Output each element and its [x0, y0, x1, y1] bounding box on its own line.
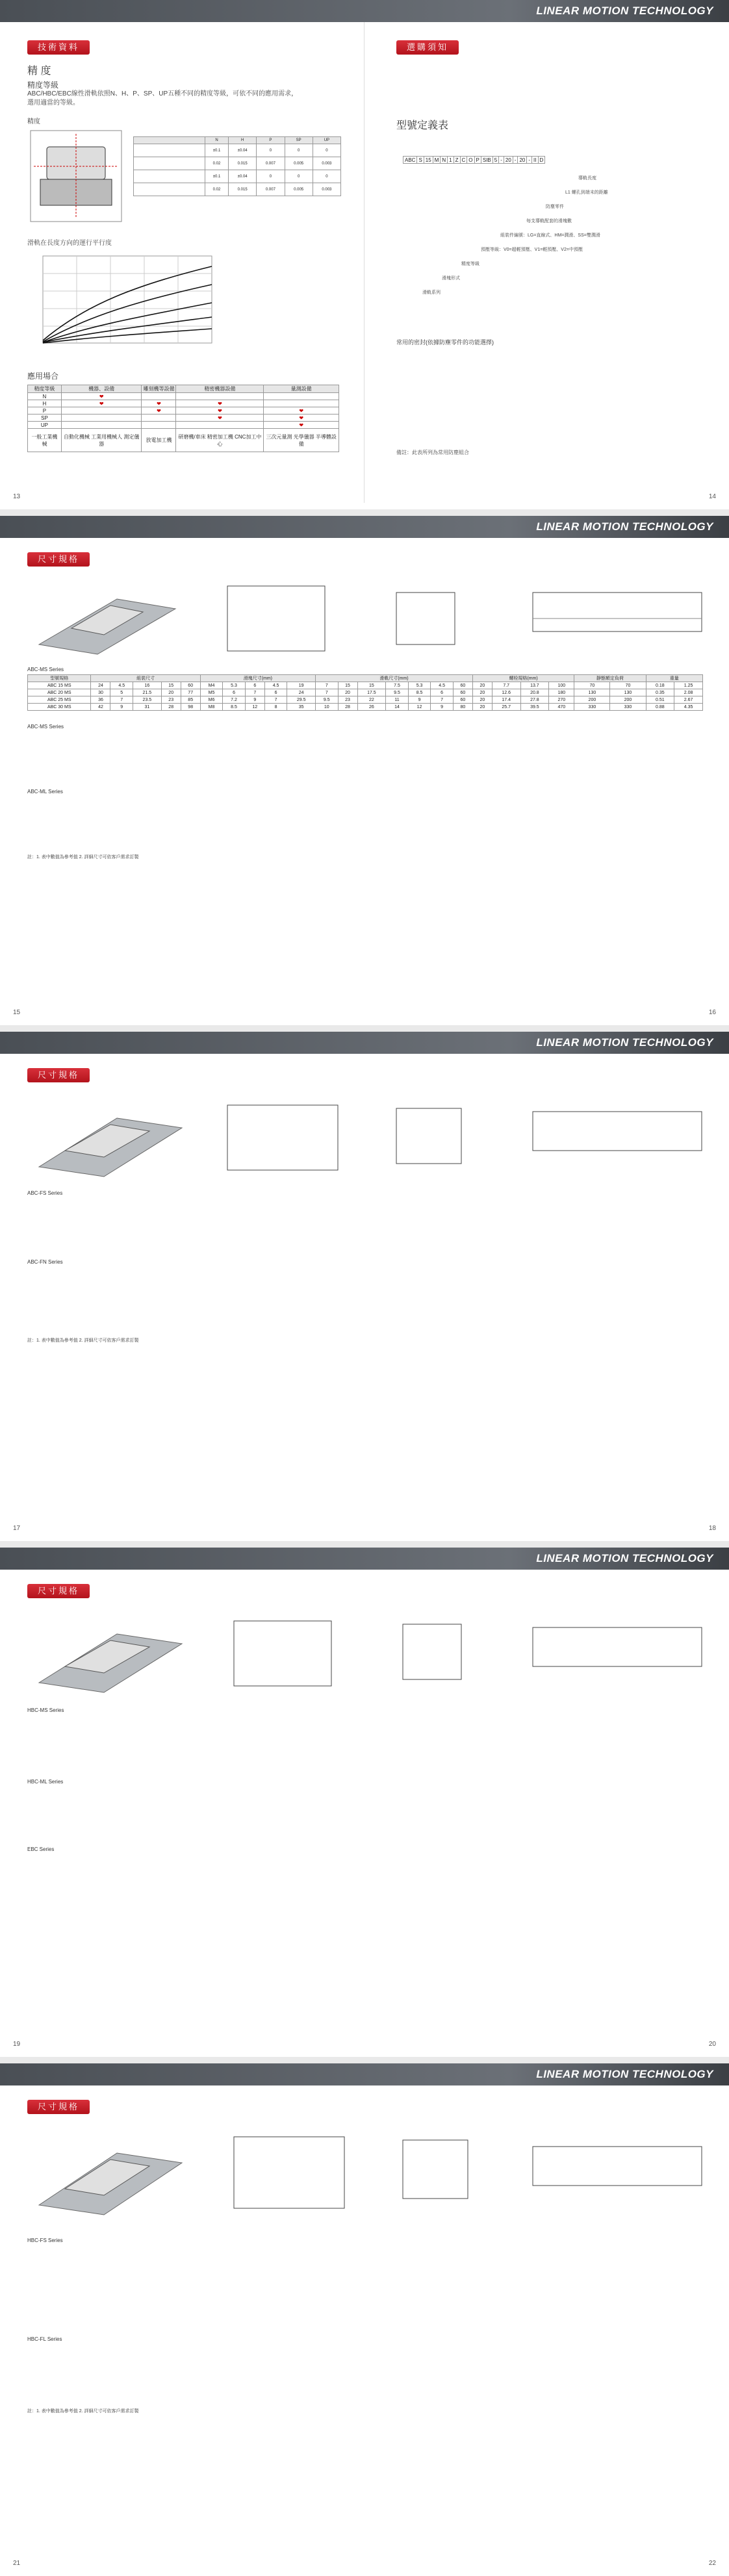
series-label: HBC-ML Series [27, 1779, 64, 1785]
section-pill-order: 選購須知 [396, 40, 459, 55]
usage-check: ❤ [264, 422, 339, 429]
table-head: 滑軌尺寸(mm) [316, 675, 473, 682]
banner-bar [0, 1548, 729, 1570]
grade-text-line1: ABC/HBC/EBC線性滑軌依照N、H、P、SP、UP五種不同的精度等級，可依不同的應用需求， [27, 90, 298, 97]
precision-chart-title: 精度 [27, 118, 40, 125]
table-note: 註：1. 表中數值為參考值 2. 詳細尺寸可依客戶需求訂製 [27, 2409, 139, 2414]
table-row: ABC 20 MS 30 5 21.5 20 77 M5 6 7 6 24 7 20 17.5 9.5 8.5 6 60 20 12.6 20.8 180 130 130 0.35 2.08 [28, 689, 703, 696]
model-cell: S [417, 157, 424, 164]
model-cell: C [460, 157, 467, 164]
page-number-left: 19 [13, 2041, 21, 2048]
spread-hbc-ms [0, 1548, 729, 2057]
model-cell: II [532, 157, 538, 164]
usage-row-up: UP [28, 422, 62, 429]
spec-table [27, 674, 703, 711]
spread-tech-data [0, 0, 729, 509]
model-cell: ABC [403, 157, 417, 164]
series-label: EBC Series [27, 1846, 55, 1852]
table-row: ABC 30 MS 42 9 31 28 98 M8 8.5 12 8 35 10 28 26 14 12 9 80 20 25.7 39.5 470 330 330 0.88 4.35 [28, 704, 703, 711]
table-head: 靜態額定負荷 [574, 675, 646, 682]
banner-text: LINEAR MOTION TECHNOLOGY [536, 1552, 713, 1564]
spread-abc-fs [0, 1032, 729, 1541]
model-cell: - [527, 157, 532, 164]
usage-check: ❤ [176, 407, 264, 414]
model-cell: 20 [504, 157, 513, 164]
usage-foot-1: 自動化機械 工業用機械人 測定儀器 [61, 429, 142, 452]
page-number-right: 16 [708, 1009, 716, 1016]
table-head: 滑塊尺寸(mm) [200, 675, 315, 682]
usage-head-0: 精度等級 [28, 385, 62, 393]
usage-foot-0: 一般工業機械 [28, 429, 62, 452]
model-label: 防塵零件 [546, 205, 564, 209]
table-head: 重量 [646, 675, 702, 682]
model-cell: N [441, 157, 448, 164]
banner-bar [0, 0, 729, 22]
page-number-right: 22 [708, 2560, 716, 2567]
page-number-right: 18 [708, 1525, 716, 1532]
model-code-table [403, 156, 545, 164]
page-number-left: 13 [13, 493, 21, 500]
usage-check: ❤ [176, 414, 264, 422]
section-pill-dims: 尺寸規格 [27, 1584, 90, 1598]
model-label: L1 螺孔到端末的距離 [565, 190, 608, 195]
spread-abc-ms [0, 516, 729, 1025]
page-number-right: 14 [708, 493, 716, 500]
table-note: 註：1. 表中數值為參考值 2. 詳細尺寸可依客戶需求訂製 [27, 855, 139, 860]
usage-check: ❤ [176, 400, 264, 407]
model-cell: M [433, 157, 441, 164]
table-note: 註：1. 表中數值為參考值 2. 詳細尺寸可依客戶需求訂製 [27, 1338, 139, 1343]
model-cell: - [499, 157, 504, 164]
model-cell: P [474, 157, 481, 164]
model-cell: 1 [448, 157, 454, 164]
precision-heading: 精 度 [27, 66, 51, 77]
banner-text: LINEAR MOTION TECHNOLOGY [536, 1036, 713, 1049]
series-label: ABC-MS Series [27, 724, 64, 730]
series-label: HBC-MS Series [27, 1707, 64, 1713]
product-illustrations [13, 1089, 715, 1180]
page-number-right: 20 [708, 2041, 716, 2048]
series-label: ABC-ML Series [27, 789, 63, 795]
table-head: 組裝尺寸 [91, 675, 200, 682]
usage-row-h: H [28, 400, 62, 407]
model-cell: 5 [492, 157, 498, 164]
product-illustrations [13, 573, 715, 657]
usage-table [27, 385, 339, 452]
banner-text: LINEAR MOTION TECHNOLOGY [536, 2068, 713, 2080]
model-label: 滑塊形式 [442, 276, 460, 281]
model-label: 每支導軌配套的滑塊數 [526, 219, 572, 223]
usage-row-n: N [28, 393, 62, 400]
series-label: ABC-MS Series [27, 667, 64, 672]
spread-hbc-fs [0, 2063, 729, 2576]
model-label: 精度等級 [461, 262, 480, 266]
usage-check: ❤ [264, 414, 339, 422]
grade-heading: 精度等級 [27, 81, 59, 90]
series-label: ABC-FN Series [27, 1259, 63, 1265]
banner-text: LINEAR MOTION TECHNOLOGY [536, 5, 713, 17]
model-legend [416, 170, 695, 320]
table-head: 型號規格 [28, 675, 91, 682]
model-label: 滑軌系列 [422, 290, 441, 295]
table-head: 螺栓規格(mm) [472, 675, 574, 682]
usage-row-sp: SP [28, 414, 62, 422]
model-cell: D [538, 157, 545, 164]
page-number-left: 21 [13, 2560, 21, 2567]
graph-caption: 滑軌在長度方向的運行平行度 [27, 240, 112, 247]
model-cell: - [513, 157, 518, 164]
usage-heading: 應用場合 [27, 372, 59, 381]
parallelism-graph [27, 252, 216, 356]
usage-foot-2: 放電加工機 [142, 429, 176, 452]
precision-diagram [27, 127, 125, 225]
seal-footnote: 備註：此表所列為常用防塵組合 [396, 450, 469, 455]
usage-check: ❤ [142, 400, 176, 407]
banner-text: LINEAR MOTION TECHNOLOGY [536, 520, 713, 533]
grade-text [27, 90, 339, 108]
model-cell: 20 [518, 157, 527, 164]
section-pill-tech: 技術資料 [27, 40, 90, 55]
product-illustrations [13, 1605, 715, 1696]
banner-bar [0, 2063, 729, 2085]
usage-check: ❤ [264, 407, 339, 414]
usage-check: ❤ [142, 407, 176, 414]
model-cell: O [467, 157, 474, 164]
table-row: ABC 25 MS 36 7 23.5 23 85 M6 7.2 9 7 29.5 9.5 23 22 11 9 7 60 20 17.4 27.8 270 200 200 0.51 2.67 [28, 696, 703, 704]
table-row: ABC 15 MS 24 4.5 16 15 60 M4 5.3 6 4.5 19 7 15 15 7.5 5.3 4.5 60 20 7.7 13.7 100 70 70 0.18 1.25 [28, 682, 703, 689]
usage-head-1: 機器、設備 [61, 385, 142, 393]
series-label: HBC-FS Series [27, 2238, 63, 2243]
precision-table: N H P SP UP ±0.1 ±0.04 0 0 0 0.02 0.015 0.007 0.005 0.003 ±0.1 ±0.04 0 0 0 0.02 0.015 0.007 0.005 0.003 [133, 136, 341, 196]
model-label: 導軌長度 [578, 176, 596, 181]
model-cell: 15 [424, 157, 433, 164]
model-label: 組裝件編號：LG=直線式、HM=潤滑、SS=雙潤滑 [500, 233, 600, 238]
series-label: ABC-FS Series [27, 1190, 63, 1196]
page-number-left: 15 [13, 1009, 21, 1016]
usage-head-3: 精密機器設備 [176, 385, 264, 393]
section-pill-dims: 尺寸規格 [27, 552, 90, 567]
usage-foot-4: 三次元量測 光學儀器 半導體設備 [264, 429, 339, 452]
usage-foot-3: 研磨機/車床 精密加工機 CNC加工中心 [176, 429, 264, 452]
usage-head-4: 量測設備 [264, 385, 339, 393]
model-heading: 型號定義表 [396, 120, 449, 131]
model-cell: Z [454, 157, 460, 164]
model-label: 預壓等級：V0=超輕預壓、V1=輕預壓、V2=中預壓 [481, 248, 583, 252]
model-cell: SIB [481, 157, 492, 164]
banner-bar [0, 1032, 729, 1054]
series-label: HBC-FL Series [27, 2336, 62, 2342]
usage-check: ❤ [61, 400, 142, 407]
usage-row-p: P [28, 407, 62, 414]
usage-head-2: 雕刻機等設備 [142, 385, 176, 393]
seal-heading: 常用的密封(依據防塵零件的功能選擇) [396, 339, 494, 346]
usage-check: ❤ [61, 393, 142, 400]
banner-bar [0, 516, 729, 538]
page-number-left: 17 [13, 1525, 21, 1532]
section-pill-dims: 尺寸規格 [27, 2100, 90, 2114]
product-illustrations [13, 2121, 715, 2218]
section-pill-dims: 尺寸規格 [27, 1068, 90, 1082]
grade-text-line2: 選用適當的等級。 [27, 99, 79, 107]
